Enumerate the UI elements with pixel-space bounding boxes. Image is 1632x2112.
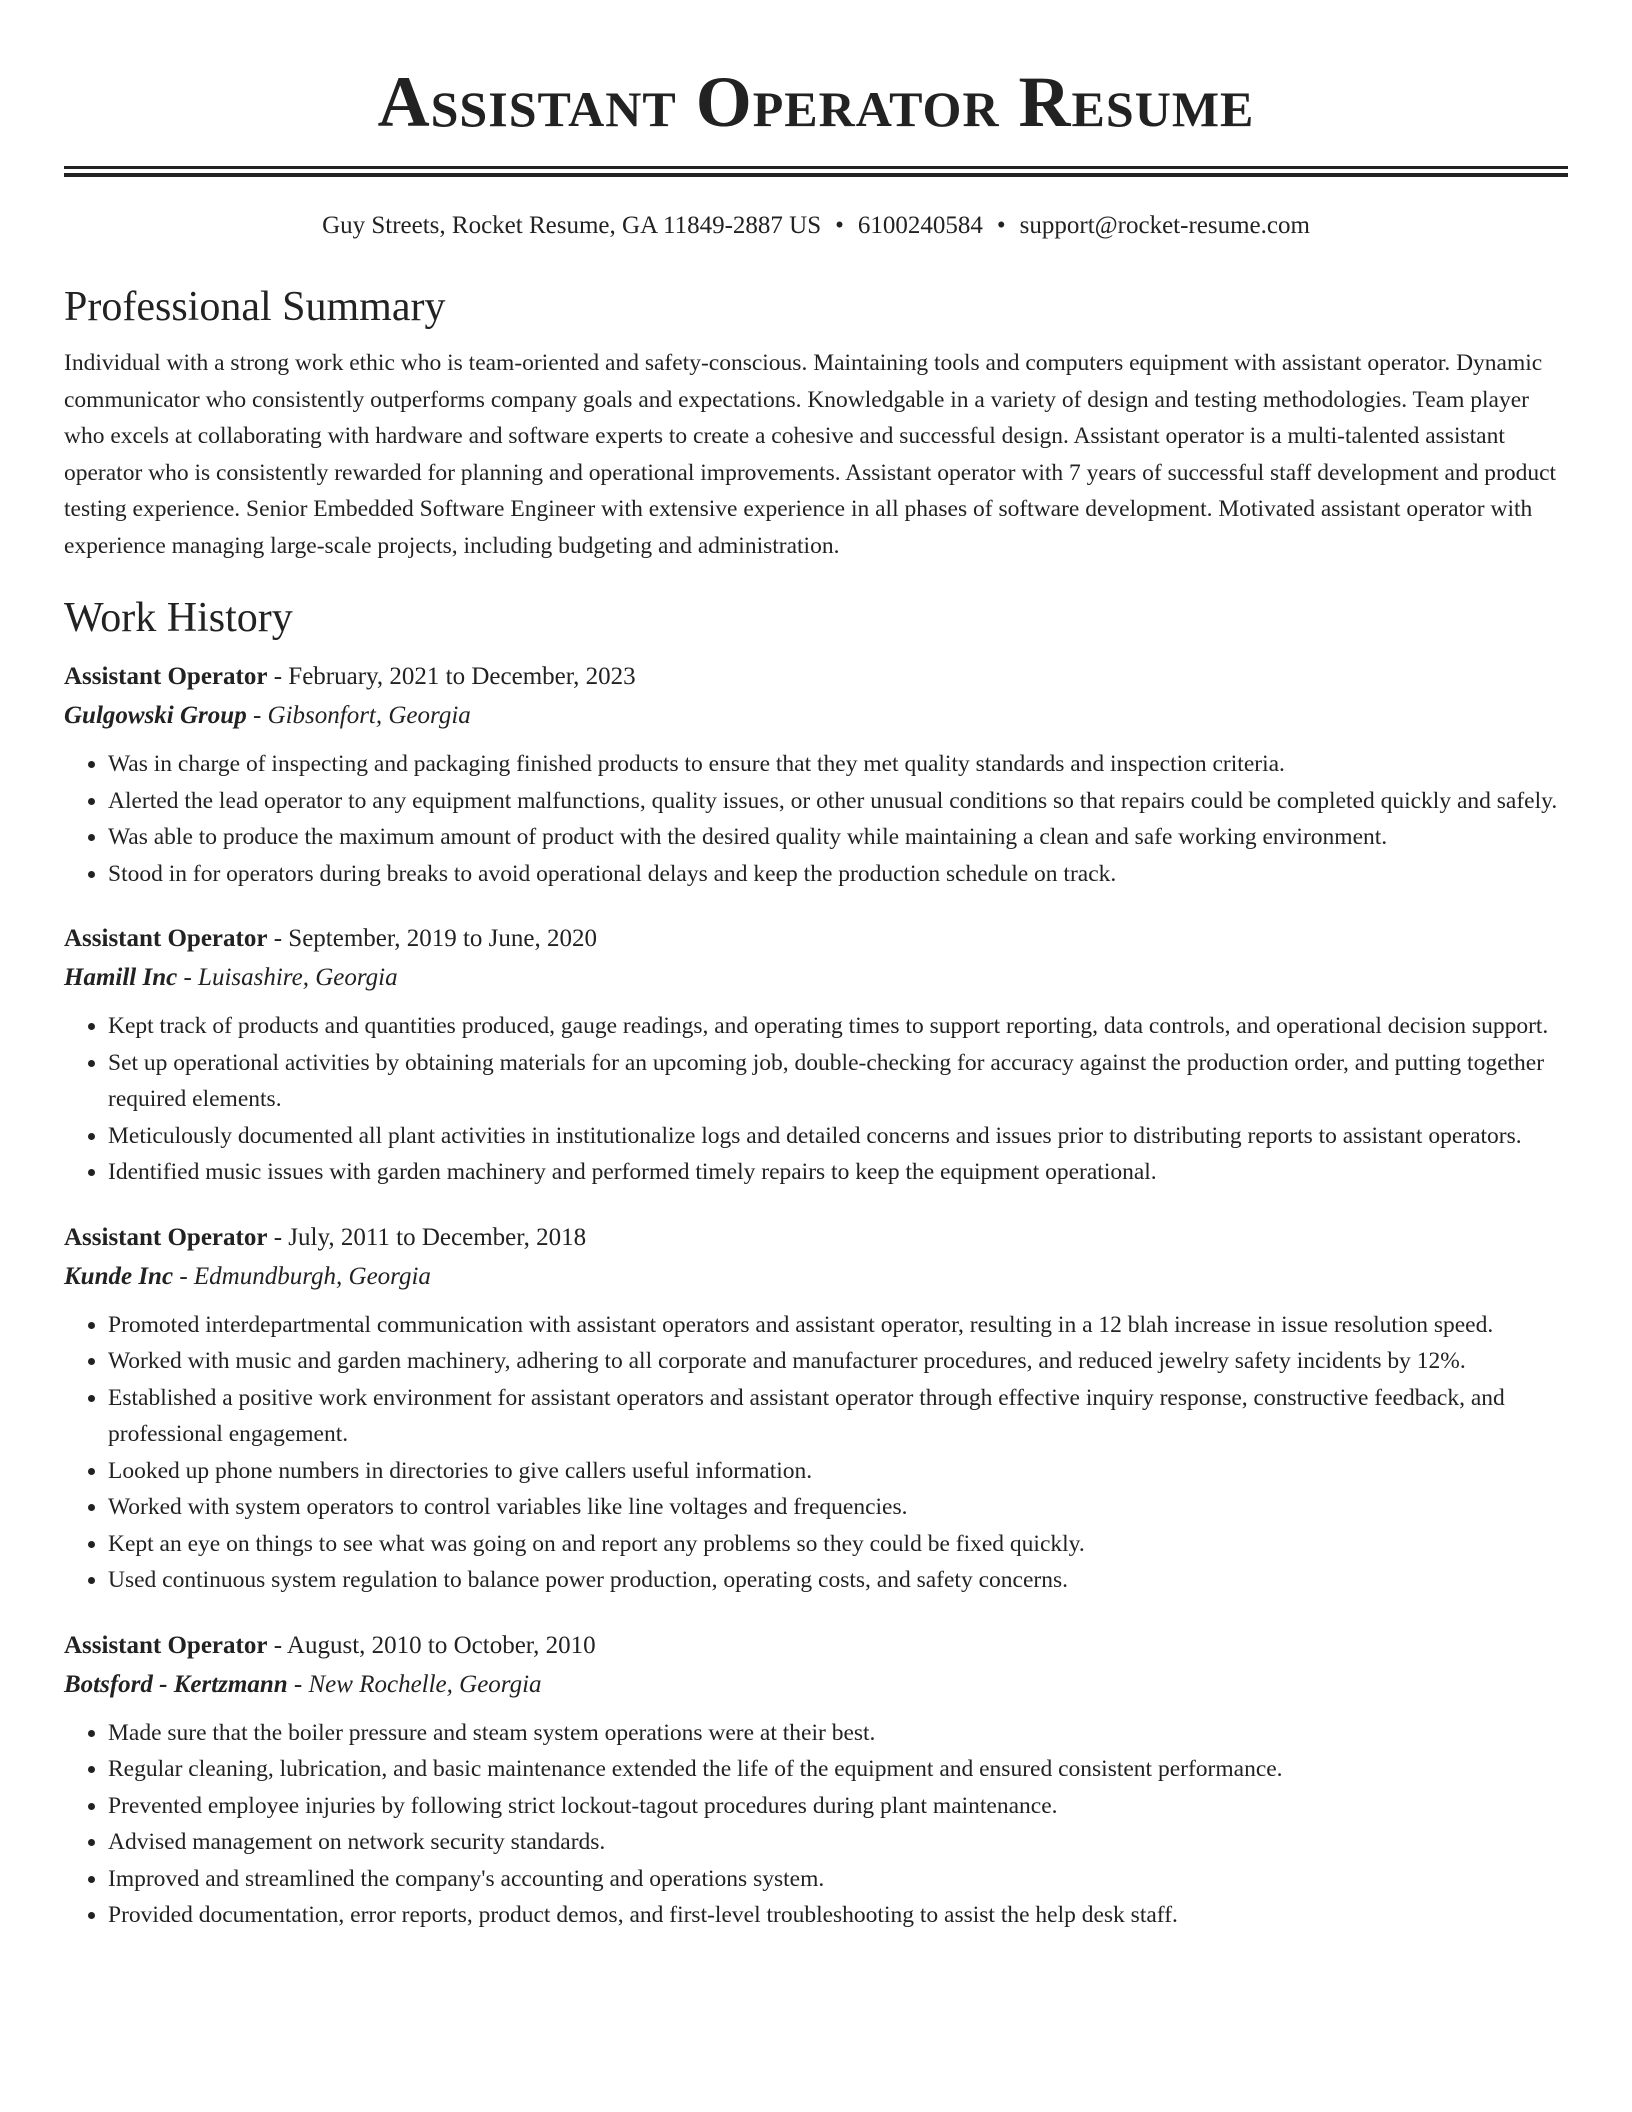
job-dates: August, 2010 to October, 2010: [286, 1631, 596, 1659]
job-duty-item: • Meticulously documented all plant activities in institutionalize logs and detailed concerns and issues prior to distributing reports to assistant operators.: [108, 1118, 1568, 1155]
job-position: Assistant Operator: [64, 1631, 268, 1659]
work-history-heading: Work History: [64, 595, 293, 641]
job-duty-item: • Identified music issues with garden machinery and performed timely repairs to keep the equipment operational.: [108, 1154, 1568, 1191]
job-title-line: [64, 1219, 1568, 1257]
job-duty-item: • Kept an eye on things to see what was going on and report any problems so they could be fixed quickly.: [108, 1526, 1568, 1563]
job-dash: -: [173, 1262, 194, 1290]
job-entry: [64, 1627, 1568, 1934]
job-entry: [64, 1219, 1568, 1599]
job-duty-item: • Used continuous system regulation to balance power production, operating costs, and safety concerns.: [108, 1562, 1568, 1599]
job-duties-list: [64, 746, 1568, 892]
work-history-list: [64, 658, 1568, 1934]
job-duty-item: • Regular cleaning, lubrication, and basic maintenance extended the life of the equipment and ensured consistent performance.: [108, 1751, 1568, 1788]
job-dates: February, 2021 to December, 2023: [288, 663, 636, 690]
contact-email: support@rocket-resume.com: [1019, 212, 1310, 239]
job-dash: -: [267, 925, 289, 952]
job-entry: [64, 658, 1568, 892]
job-dash: -: [177, 964, 199, 991]
job-duty-item: • Was in charge of inspecting and packaging finished products to ensure that they met quality standards and inspection criteria.: [108, 746, 1568, 783]
job-title-line: [64, 920, 1568, 958]
job-company: Hamill Inc: [64, 964, 178, 991]
job-location: Edmundburgh, Georgia: [193, 1262, 431, 1290]
job-duty-item: • Provided documentation, error reports, product demos, and first-level troubleshooting to assist the help desk staff.: [108, 1897, 1568, 1934]
job-company-line: [64, 958, 1568, 998]
job-duties-list: [64, 1307, 1568, 1599]
job-company-line: [64, 1257, 1568, 1297]
job-title-line: [64, 1627, 1568, 1665]
job-duties-list: [64, 1715, 1568, 1934]
job-duty-item: • Stood in for operators during breaks to avoid operational delays and keep the production schedule on track.: [108, 856, 1568, 893]
summary-text: Individual with a strong work ethic who is team-oriented and safety-conscious. Maintaining tools and computers equipment with assistant operator. Dynamic communicator who consistently outperforms company goals and expectations. Knowledgable in a variety of design and testing methodologies. Team player who excels at collaborating with hardware and software experts to create a cohesive and successful design. Assistant operator is a multi-talented assistant operator who is consistently rewarded for planning and operational improvements. Assistant operator with 7 years of successful staff development and product testing experience. Senior Embedded Software Engineer with extensive experience in all phases of software development. Motivated assistant operator with experience managing large-scale projects, including budgeting and administration.: [64, 350, 1557, 559]
contact-separator: •: [835, 212, 844, 239]
contact-separator: •: [996, 212, 1006, 239]
job-duty-item: • Alerted the lead operator to any equipment malfunctions, quality issues, or other unusual conditions so that repairs could be completed quickly and safely.: [108, 783, 1568, 820]
resume-title: Assistant Operator Resume: [377, 62, 1255, 142]
job-duty-item: • Kept track of products and quantities produced, gauge readings, and operating times to support reporting, data controls, and operational decision support.: [108, 1008, 1568, 1045]
job-dash: -: [246, 702, 268, 729]
job-duty-item: • Established a positive work environment for assistant operators and assistant operator through effective inquiry response, constructive feedback, and professional engagement.: [108, 1380, 1568, 1453]
contact-line: [64, 211, 1568, 241]
job-position: Assistant Operator: [64, 663, 268, 690]
contact-address: Guy Streets, Rocket Resume, GA 11849-2887 US: [322, 212, 822, 239]
title-divider: [64, 166, 1568, 177]
job-position: Assistant Operator: [64, 1223, 268, 1251]
job-duty-item: • Looked up phone numbers in directories to give callers useful information.: [108, 1453, 1568, 1490]
job-location: Luisashire, Georgia: [198, 964, 398, 991]
job-dash: -: [267, 663, 289, 690]
job-duties-list: [64, 1008, 1568, 1191]
contact-phone: 6100240584: [857, 212, 983, 239]
job-position: Assistant Operator: [64, 925, 268, 952]
job-dash: -: [267, 1223, 289, 1251]
job-company: Kunde Inc: [64, 1262, 174, 1290]
job-company-line: [64, 1665, 1568, 1705]
job-company: Gulgowski Group: [64, 702, 247, 729]
job-company-line: [64, 696, 1568, 736]
job-duty-item: • Set up operational activities by obtaining materials for an upcoming job, double-checking for accuracy against the production order, and putting together required elements.: [108, 1045, 1568, 1118]
job-dates: September, 2019 to June, 2020: [288, 925, 597, 952]
job-entry: [64, 920, 1568, 1191]
job-duty-item: • Worked with music and garden machinery, adhering to all corporate and manufacturer procedures, and reduced jewelry safety incidents by 12%.: [108, 1343, 1568, 1380]
job-duty-item: • Was able to produce the maximum amount of product with the desired quality while maintaining a clean and safe working environment.: [108, 819, 1568, 856]
job-dash: -: [287, 1670, 309, 1698]
job-dash: -: [267, 1631, 287, 1659]
job-duty-item: • Promoted interdepartmental communication with assistant operators and assistant operator, resulting in a 12 blah increase in issue resolution speed.: [108, 1307, 1568, 1344]
job-duty-item: • Improved and streamlined the company's accounting and operations system.: [108, 1861, 1568, 1898]
job-duty-item: • Made sure that the boiler pressure and steam system operations were at their best.: [108, 1715, 1568, 1752]
job-duty-item: • Worked with system operators to control variables like line voltages and frequencies.: [108, 1489, 1568, 1526]
job-duty-item: • Advised management on network security standards.: [108, 1824, 1568, 1861]
job-dates: July, 2011 to December, 2018: [288, 1223, 587, 1251]
summary-heading: Professional Summary: [64, 284, 446, 330]
job-company: Botsford - Kertzmann: [64, 1670, 288, 1698]
job-location: New Rochelle, Georgia: [308, 1670, 542, 1698]
job-title-line: [64, 658, 1568, 696]
job-location: Gibsonfort, Georgia: [267, 702, 471, 729]
job-duty-item: • Prevented employee injuries by following strict lockout-tagout procedures during plant maintenance.: [108, 1788, 1568, 1825]
